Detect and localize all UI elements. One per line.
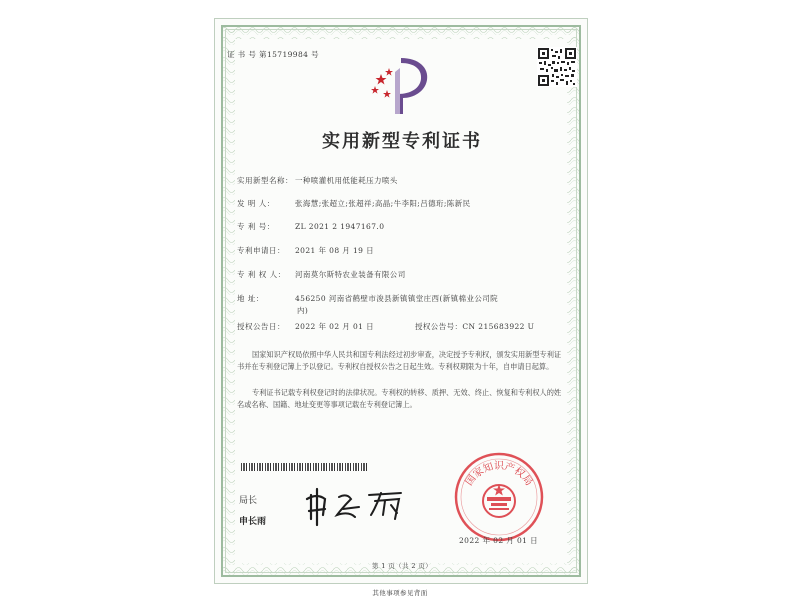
field-label: 专利申请日：: [237, 246, 285, 255]
field-utility-model-name: [237, 175, 398, 186]
field-label: 授权公告号：: [415, 322, 463, 331]
field-application-date: [237, 245, 374, 256]
field-label: 专 利 号：: [237, 222, 275, 231]
certificate-number: [227, 49, 319, 60]
field-value: 河南莫尔斯特农业装备有限公司: [295, 270, 406, 279]
cnipa-logo-icon: [367, 54, 437, 116]
field-label: 地 址：: [237, 294, 264, 303]
field-grant-number: [415, 321, 534, 332]
official-seal-icon: [453, 451, 545, 543]
field-label: 发 明 人：: [237, 199, 275, 208]
field-value: CN 215683922 U: [462, 322, 535, 331]
page-info: 第 1 页（共 2 页）: [371, 562, 433, 570]
footer-note: 其他事项参见背面: [372, 589, 428, 597]
seal-text-path: 国家知识产权局: [463, 461, 535, 488]
barcode: [241, 463, 367, 471]
seal-text: [463, 459, 535, 487]
director-name: 申长雨: [239, 517, 267, 527]
certificate-number-label: 证 书 号 第: [227, 50, 267, 59]
field-label: 实用新型名称：: [237, 176, 293, 185]
director-title: 局长: [239, 496, 258, 506]
grant-statement-paragraph: 国家知识产权局依照中华人民共和国专利法经过初步审查，决定授予专利权，颁发实用新型专利证书并在专利登记簿上予以登记。专利权自授权公告之日起生效。专利权期限为十年，自申请日起算。: [237, 350, 562, 371]
qr-code-icon: [537, 47, 577, 87]
seal-date: 2022 年 02 月 01 日: [459, 536, 538, 545]
certificate-number-value: 15719984: [266, 50, 309, 59]
legal-status-paragraph: 专利证书记载专利权登记时的法律状况。专利权的转移、质押、无效、终止、恢复和专利权人的姓名或名称、国籍、地址变更等事项记载在专利登记簿上。: [237, 388, 562, 409]
certificate-title: 实用新型专利证书: [322, 131, 482, 152]
field-inventors: [237, 198, 471, 209]
field-patentee: [237, 269, 406, 280]
director-signature: [303, 485, 413, 527]
field-value: 张海慧;张超立;张超祥;高晶;牛李阳;吕德珩;陈新民: [295, 199, 471, 208]
field-patent-number: [237, 221, 384, 232]
certificate-number-suffix: 号: [311, 50, 320, 59]
field-address-line2: 内): [297, 306, 309, 315]
field-value: 一种喷灌机用低能耗压力喷头: [295, 176, 398, 185]
field-value: 456250 河南省鹤壁市浚县新镇镇堂庄西(新镇棉业公司院: [295, 294, 499, 303]
field-value: ZL 2021 2 1947167.0: [295, 222, 385, 231]
field-value: 2022 年 02 月 01 日: [295, 322, 374, 331]
patent-certificate: [214, 18, 588, 584]
field-value: 2021 年 08 月 19 日: [295, 246, 374, 255]
field-address: [237, 293, 498, 304]
field-label: 专 利 权 人：: [237, 270, 286, 279]
field-grant-date: [237, 321, 374, 332]
field-label: 授权公告日：: [237, 322, 285, 331]
